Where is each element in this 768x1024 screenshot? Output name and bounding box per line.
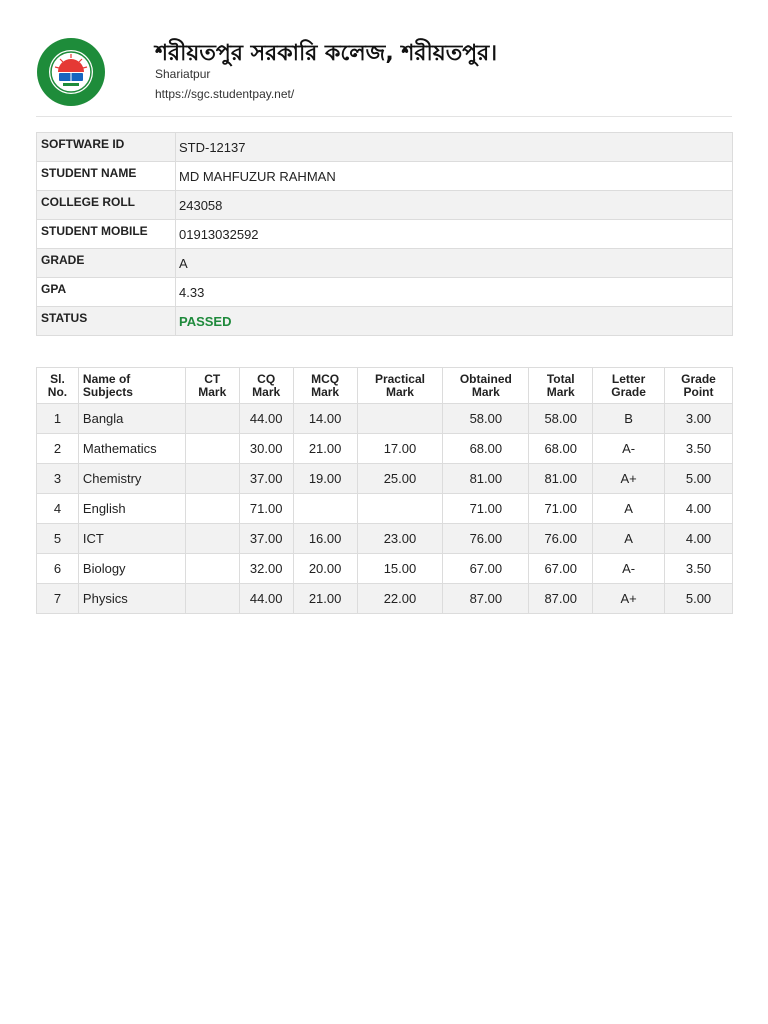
info-label: GPA	[37, 278, 176, 307]
table-cell: 87.00	[443, 584, 529, 614]
table-cell	[357, 494, 443, 524]
info-row	[37, 278, 733, 307]
table-cell: Biology	[78, 554, 185, 584]
table-cell: 4.00	[665, 494, 733, 524]
table-cell: 68.00	[529, 434, 593, 464]
table-cell: A	[593, 494, 665, 524]
column-header-line: MCQ	[311, 371, 340, 386]
info-row	[37, 307, 733, 336]
column-header	[37, 368, 79, 404]
table-cell: 44.00	[239, 584, 293, 614]
info-label: STATUS	[37, 307, 176, 336]
table-cell: 5.00	[665, 584, 733, 614]
table-cell	[185, 584, 239, 614]
table-cell	[185, 494, 239, 524]
table-cell: 30.00	[239, 434, 293, 464]
column-header	[593, 368, 665, 404]
column-header	[239, 368, 293, 404]
institution-city: Shariatpur	[155, 67, 211, 81]
table-cell: 37.00	[239, 524, 293, 554]
column-header-line: Mark	[252, 384, 281, 399]
info-value: MD MAHFUZUR RAHMAN	[176, 162, 733, 191]
column-header	[529, 368, 593, 404]
table-cell: Bangla	[78, 404, 185, 434]
table-cell: 71.00	[529, 494, 593, 524]
table-cell	[293, 494, 357, 524]
table-cell	[357, 404, 443, 434]
table-cell: 37.00	[239, 464, 293, 494]
table-cell: 58.00	[529, 404, 593, 434]
column-header-line: Total	[546, 371, 575, 386]
info-value: 4.33	[176, 278, 733, 307]
table-cell: 3.50	[665, 554, 733, 584]
table-cell: 15.00	[357, 554, 443, 584]
table-cell: ICT	[78, 524, 185, 554]
table-row	[37, 434, 733, 464]
table-cell: A-	[593, 434, 665, 464]
student-info-table	[36, 132, 733, 336]
table-cell: 3.00	[665, 404, 733, 434]
table-cell: A+	[593, 584, 665, 614]
column-header-line: Grade	[681, 371, 716, 386]
table-cell: 3.50	[665, 434, 733, 464]
table-cell: B	[593, 404, 665, 434]
table-cell: 7	[37, 584, 79, 614]
table-cell	[185, 434, 239, 464]
table-cell: 44.00	[239, 404, 293, 434]
info-label: STUDENT NAME	[37, 162, 176, 191]
table-cell: 67.00	[529, 554, 593, 584]
info-row	[37, 133, 733, 162]
table-cell: 1	[37, 404, 79, 434]
table-row	[37, 584, 733, 614]
column-header-line: Subjects	[82, 384, 133, 399]
column-header-line: Mark	[385, 384, 414, 399]
table-row	[37, 404, 733, 434]
info-label: SOFTWARE ID	[37, 133, 176, 162]
column-header-line: Letter	[611, 371, 646, 386]
column-header-line: CQ	[257, 371, 276, 386]
column-header-line: Name of	[82, 371, 131, 386]
table-cell	[185, 554, 239, 584]
info-label: COLLEGE ROLL	[37, 191, 176, 220]
column-header-line: Mark	[311, 384, 340, 399]
column-header-line: Practical	[374, 371, 425, 386]
column-header	[443, 368, 529, 404]
info-row	[37, 191, 733, 220]
table-cell: 5.00	[665, 464, 733, 494]
table-row	[37, 554, 733, 584]
table-row	[37, 494, 733, 524]
column-header-line: No.	[47, 384, 68, 399]
table-cell: 58.00	[443, 404, 529, 434]
table-cell: 68.00	[443, 434, 529, 464]
table-cell: 71.00	[239, 494, 293, 524]
column-header-line: Mark	[471, 384, 500, 399]
table-cell	[185, 404, 239, 434]
table-cell: 71.00	[443, 494, 529, 524]
column-header-line: Point	[683, 384, 714, 399]
table-cell: Chemistry	[78, 464, 185, 494]
institution-name: শরীয়তপুর সরকারি কলেজ, শরীয়তপুর।	[155, 41, 498, 66]
column-header-line: Mark	[546, 384, 575, 399]
table-cell: 16.00	[293, 524, 357, 554]
table-cell: 21.00	[293, 434, 357, 464]
table-cell: English	[78, 494, 185, 524]
header-divider	[36, 116, 732, 117]
column-header	[665, 368, 733, 404]
info-row	[37, 220, 733, 249]
table-cell: 14.00	[293, 404, 357, 434]
info-value: 243058	[176, 191, 733, 220]
college-seal-icon	[36, 36, 106, 108]
table-cell: 81.00	[529, 464, 593, 494]
table-cell: 17.00	[357, 434, 443, 464]
table-cell: 4	[37, 494, 79, 524]
table-cell: A+	[593, 464, 665, 494]
table-cell: 25.00	[357, 464, 443, 494]
table-cell: 3	[37, 464, 79, 494]
marks-header-row	[37, 368, 733, 404]
info-value: STD-12137	[176, 133, 733, 162]
table-cell: Mathematics	[78, 434, 185, 464]
header	[36, 34, 732, 116]
table-cell: A-	[593, 554, 665, 584]
table-cell: 6	[37, 554, 79, 584]
table-cell: 20.00	[293, 554, 357, 584]
table-cell	[185, 464, 239, 494]
column-header-line: Obtained	[459, 371, 512, 386]
column-header-line: CT	[204, 371, 221, 386]
info-label: STUDENT MOBILE	[37, 220, 176, 249]
table-cell: 22.00	[357, 584, 443, 614]
column-header-line: Mark	[198, 384, 227, 399]
table-cell: 4.00	[665, 524, 733, 554]
column-header-line: Grade	[611, 384, 646, 399]
column-header	[78, 368, 185, 404]
column-header	[357, 368, 443, 404]
table-cell: A	[593, 524, 665, 554]
marks-table	[36, 367, 733, 614]
table-cell: Physics	[78, 584, 185, 614]
table-cell: 32.00	[239, 554, 293, 584]
table-cell	[185, 524, 239, 554]
status-badge: PASSED	[176, 307, 733, 336]
column-header	[293, 368, 357, 404]
table-cell: 67.00	[443, 554, 529, 584]
table-cell: 2	[37, 434, 79, 464]
info-value: A	[176, 249, 733, 278]
table-cell: 23.00	[357, 524, 443, 554]
info-row	[37, 162, 733, 191]
table-row	[37, 464, 733, 494]
table-cell: 19.00	[293, 464, 357, 494]
info-label: GRADE	[37, 249, 176, 278]
table-cell: 5	[37, 524, 79, 554]
table-cell: 76.00	[443, 524, 529, 554]
info-value: 01913032592	[176, 220, 733, 249]
institution-url[interactable]: https://sgc.studentpay.net/	[155, 87, 295, 101]
table-cell: 81.00	[443, 464, 529, 494]
table-cell: 21.00	[293, 584, 357, 614]
column-header	[185, 368, 239, 404]
column-header-line: Sl.	[50, 371, 65, 386]
table-row	[37, 524, 733, 554]
table-cell: 87.00	[529, 584, 593, 614]
table-cell: 76.00	[529, 524, 593, 554]
info-row	[37, 249, 733, 278]
